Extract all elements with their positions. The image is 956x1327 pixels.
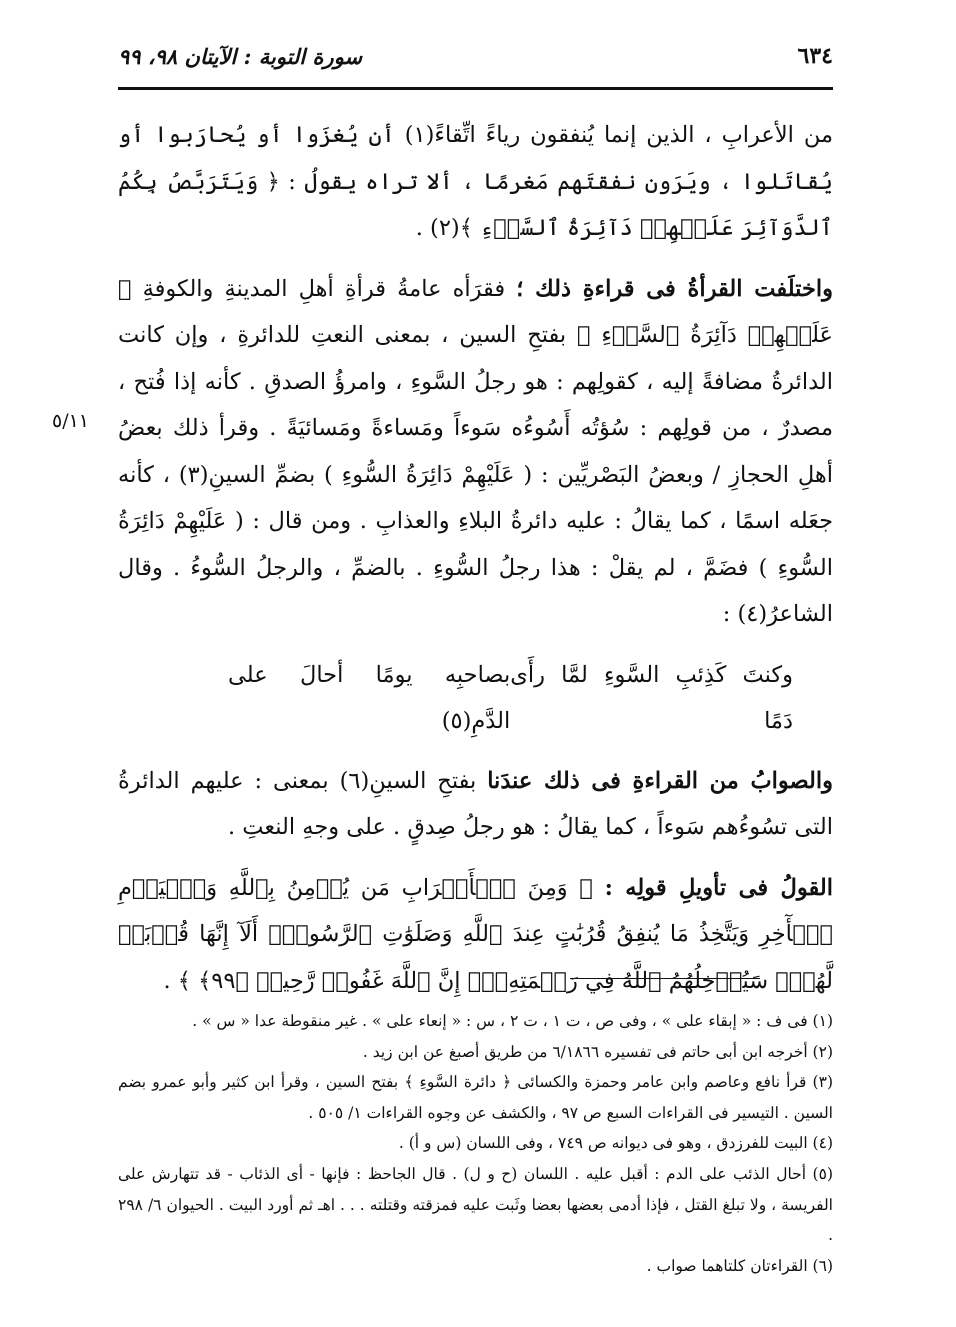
paragraph-3-lead: والصوابُ من القراءةِ فى ذلك عندَنا <box>487 767 834 794</box>
main-text <box>118 112 833 1004</box>
footnote-5: (٥) أحال الذئب على الدم : أقبل عليه . اللسان (ح و ل) . قال الجاحظ : فإنها - أى الذئاب - قد تتهارش على الفريسة ، ولا تبلغ القتل ، فإذا أدمى بعضها بعضا وثَبت عليه فمزقته وقتلته . . . اهـ ثم أورد البيت . الحيوان ٦/ ٢٩٨ . <box>118 1164 833 1245</box>
footnote-2: (٢) أخرجه ابن أبى حاتم فى تفسيره ٦/١٨٦٦ من طريق أصبغ عن ابن زيد . <box>362 1042 833 1061</box>
paragraph-4-lead: القولُ فى تأويلِ قولِه : <box>604 874 833 901</box>
paragraph-2-text: فقرَأه عامةُ قرأةِ أهلِ المدينةِ والكوفةِ ﴿ عَلَيۡهِمۡ دَآئِرَةُ ٱلسَّوۡءِ ﴾ بفتحِ السين ، بمعنى النعتِ للدائرةِ ، وإن كانت الدائرةُ مضافةً إليه ، كقولِهم : هو رجلُ السَّوءِ ، وامرؤُ الصدقِ . كأنه إذا فُتح ، مصدرٌ ، من قولِهم : سُؤتُه أَسُوءُه سَوءاً ومَساءةً ومَسائيَةً . وقرأ ذلك بعضُ أهلِ الحجازِ / وبعضُ البَصْريِّين : ( عَلَيْهِمْ دَائِرَةُ السُّوءِ ) بضمِّ السينِ(٣) ، كأنه جعَله اسمًا ، كما يقالُ : عليه دائرةُ البلاءِ والعذابِ . ومن قال : ( عَلَيْهِمْ دَائِرَةُ السُّوءِ ) فضَمَّ ، لم يقلْ : هذا رجلُ السُّوءِ . بالضمِّ ، والرجلُ السُّوءُ . وقال الشاعرُ(٤) : <box>118 275 833 627</box>
paragraph-4 <box>118 865 833 1005</box>
footnote-3: (٣) قرأ نافع وعاصم وابن عامر وحمزة والكسائى ﴿ دائرة السَّوءِ ﴾ بفتح السين ، وقرأ ابن كثير وأبو عمرو بضم السين . التيسير فى القراءات السبع ص ٩٧ ، والكشف عن وجوه القراءات ١/ ٥٠٥ . <box>118 1073 833 1122</box>
paragraph-1: من الأعرابِ ، الذين إنما يُنفقون رياءً اتِّقاءً(١) أن يُغزَوا أو يُحارَبوا أو يُقاتَلوا ، ويَرَون نفقتَهم مَغرمًا ، ألا تراه يقولُ : ﴿ وَيَتَرَبَّصُ بِكُمُ ٱلدَّوَآئِرَ عَلَيۡهِمۡ دَآئِرَةُ ٱلسَّوۡءِ ﴾(٢) . <box>118 122 833 241</box>
paragraph-2 <box>118 266 833 638</box>
paragraph-4-text: ﴿ وَمِنَ ٱلۡأَعۡرَابِ مَن يُؤۡمِنُ بِٱللَّهِ وَٱلۡيَوۡمِ ٱلۡأٓخِرِ وَيَتَّخِذُ مَا يُنفِقُ قُرُبَٰتٍ عِندَ ٱللَّهِ وَصَلَوَٰتِ ٱلرَّسُولِۚ أَلَآ إِنَّهَا قُرۡبَةٞ لَّهُمۡۚ سَيُدۡخِلُهُمُ ٱللَّهُ فِي رَحۡمَتِهِۦٓۚ إِنَّ ٱللَّهَ غَفُورٞ رَّحِيمٞ ﴿٩٩﴾ ﴾ . <box>118 874 833 994</box>
footnote-1: (١) فى ف : « إبقاء على » ، وفى ص ، ت ١ ، ت ٢ ، س : « إنعاء على » . غير منقوطة عدا « س » . <box>192 1012 833 1030</box>
paragraph-3 <box>118 758 833 851</box>
running-title: سورة التوبة : الآيتان ٩٨، ٩٩ <box>118 43 363 69</box>
footnote-separator <box>570 978 760 979</box>
verse-second-hemistich: بصاحبِه يومًا أحالَ على الدَّمِ(٥) <box>228 661 511 734</box>
page-number: ٦٣٤ <box>797 43 833 69</box>
paragraph-3-text: بفتحِ السينِ(٦) بمعنى : عليهم الدائرةُ التى تسُوءُهم سَوءاً ، كما يقالُ : هو رجلُ صِدقٍ . على وجهِ النعتِ . <box>118 767 833 840</box>
footnotes <box>118 1006 833 1281</box>
poetry-verse <box>228 652 793 744</box>
paragraph-2-lead: واختلَفت القرأةُ فى قراءةِ ذلك ؛ <box>516 275 833 302</box>
page-header <box>118 38 833 74</box>
footnote-4: (٤) البيت للفرزدق ، وهو فى ديوانه ص ٧٤٩ ، وفى اللسان (س و أ) . <box>398 1134 833 1153</box>
footnote-6: (٦) القراءتان كلتاهما صواب . <box>646 1256 833 1275</box>
header-rule <box>118 87 833 90</box>
verse-first-hemistich: وكنتَ كَذِئبِ السَّوءِ لمَّا رأَى دَمًا <box>510 661 793 734</box>
margin-note: ٥/١١ <box>52 410 90 432</box>
